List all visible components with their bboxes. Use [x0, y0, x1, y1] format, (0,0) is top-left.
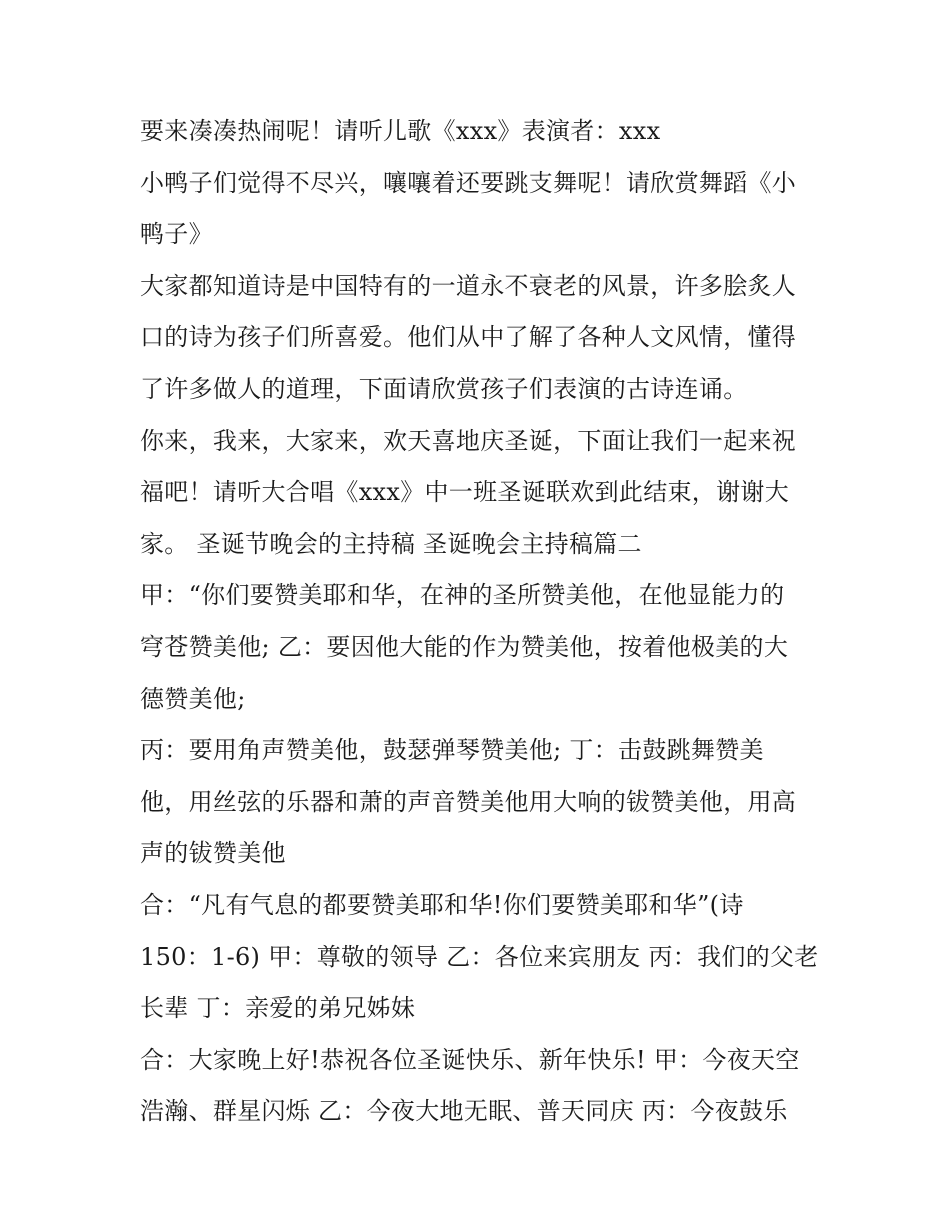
text-line: 合：“凡有气息的都要赞美耶和华!你们要赞美耶和华”(诗	[140, 890, 744, 919]
text-line: 他，用丝弦的乐器和萧的声音赞美他用大响的钹赞美他，用高	[140, 787, 797, 816]
text-line: 小鸭子们觉得不尽兴，嚷嚷着还要跳支舞呢！请欣赏舞蹈《小	[140, 168, 797, 197]
text-line: 要来凑凑热闹呢！请听儿歌《xxx》表演者：xxx	[140, 117, 661, 145]
text-line: 口的诗为孩子们所喜爱。他们从中了解了各种人文风情，懂得	[140, 323, 797, 352]
text-line: 长辈 丁：亲爱的弟兄姊妹	[140, 994, 416, 1023]
text-line: 大家都知道诗是中国特有的一道永不衰老的风景，许多脍炙人	[140, 271, 797, 300]
text-line: 浩瀚、群星闪烁 乙：今夜大地无眠、普天同庆 丙：今夜鼓乐	[140, 1097, 788, 1126]
text-line: 甲：“你们要赞美耶和华，在神的圣所赞美他，在他显能力的	[140, 581, 785, 610]
text-line: 声的钹赞美他	[140, 839, 286, 868]
text-line: 合：大家晚上好!恭祝各位圣诞快乐、新年快乐! 甲：今夜天空	[140, 1045, 800, 1074]
text-line: 家。 圣诞节晚会的主持稿 圣诞晚会主持稿篇二	[140, 529, 642, 558]
text-line: 150：1-6) 甲：尊敬的领导 乙：各位来宾朋友 丙：我们的父老	[140, 942, 819, 971]
text-line: 你来，我来，大家来，欢天喜地庆圣诞，下面让我们一起来祝	[140, 426, 797, 455]
text-line: 了许多做人的道理，下面请欣赏孩子们表演的古诗连诵。	[140, 374, 748, 403]
text-line: 福吧！请听大合唱《xxx》中一班圣诞联欢到此结束，谢谢大	[140, 478, 790, 507]
text-line: 鸭子》	[140, 220, 213, 249]
document-body	[140, 106, 820, 1138]
text-line: 穹苍赞美他; 乙：要因他大能的作为赞美他，按着他极美的大	[140, 632, 789, 661]
text-line: 德赞美他;	[140, 684, 246, 713]
text-line: 丙：要用角声赞美他，鼓瑟弹琴赞美他; 丁：击鼓跳舞赞美	[140, 736, 764, 765]
